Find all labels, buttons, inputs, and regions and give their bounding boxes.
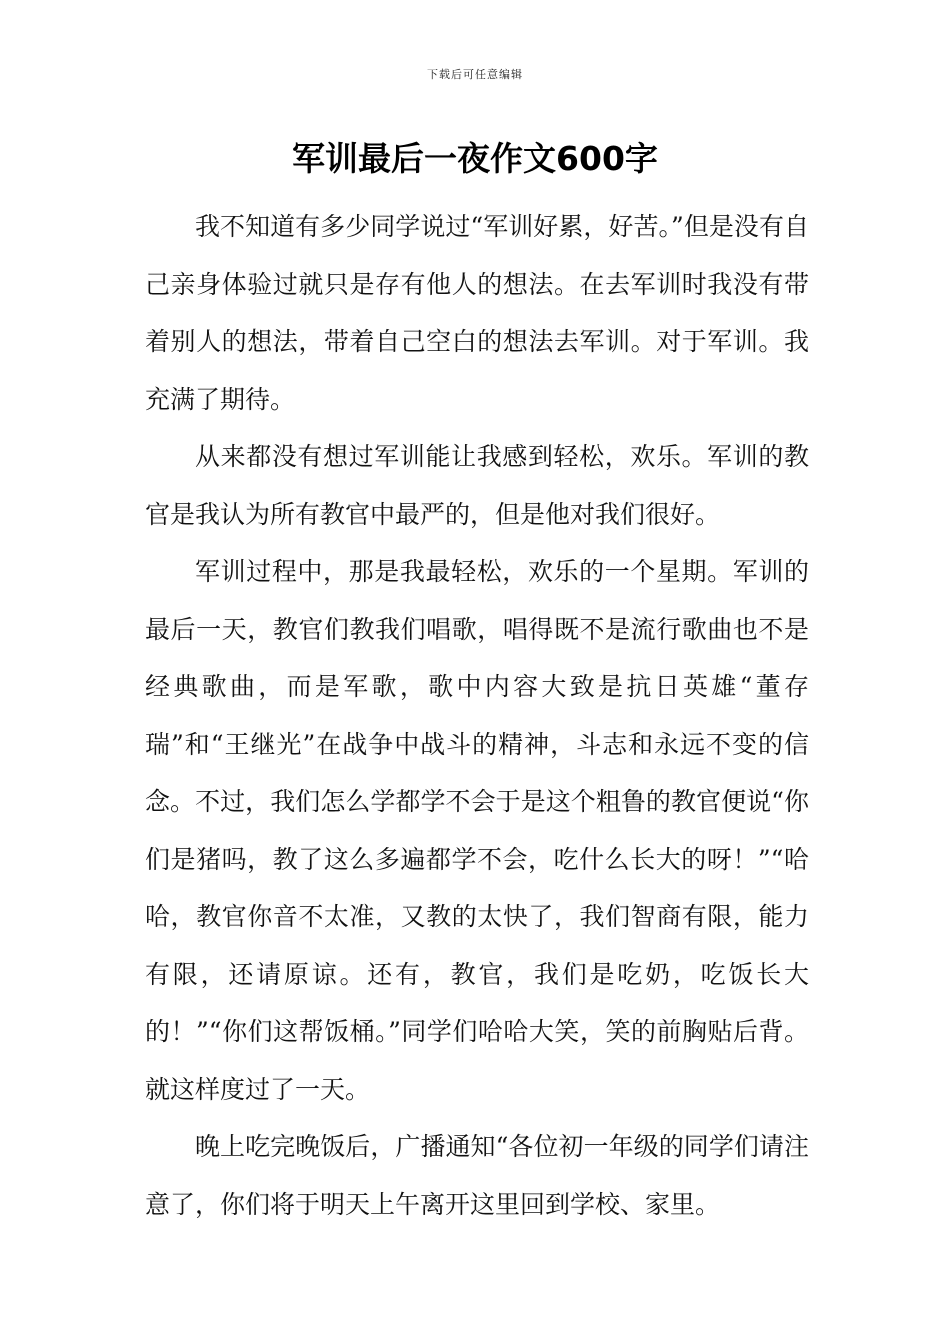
paragraph: 我不知道有多少同学说过“军训好累，好苦。”但是没有自己亲身体验过就只是存有他人的想法。在去军训时我没有带着别人的想法，带着自己空白的想法去军训。对于军训。我充满了期待。 <box>145 212 809 414</box>
paragraph: 军训过程中，那是我最轻松，欢乐的一个星期。军训的最后一天，教官们教我们唱歌，唱得既不是流行歌曲也不是经典歌曲，而是军歌，歌中内容大致是抗日英雄“董存瑞”和“王继光”在战争中战斗的精神，斗志和永远不变的信念。不过，我们怎么学都学不会于是这个粗鲁的教官便说“你们是猪吗，教了这么多遍都学不会，吃什么长大的呀！”“哈哈，教官你音不太准，又教的太快了，我们智商有限，能力有限，还请原谅。还有，教官，我们是吃奶，吃饭长大的！”“你们这帮饭桶。”同学们哈哈大笑，笑的前胸贴后背。就这样度过了一天。 <box>145 557 809 1104</box>
paragraph: 晚上吃完晚饭后，广播通知“各位初一年级的同学们请注意了，你们将于明天上午离开这里回到学校、家里。 <box>145 1132 809 1219</box>
paragraph: 从来都没有想过军训能让我感到轻松，欢乐。军训的教官是我认为所有教官中最严的，但是他对我们很好。 <box>145 442 809 529</box>
header-note: 下载后可任意编辑 <box>427 68 523 81</box>
essay-body <box>145 198 809 1233</box>
page-title: 军训最后一夜作文600字 <box>292 139 658 178</box>
